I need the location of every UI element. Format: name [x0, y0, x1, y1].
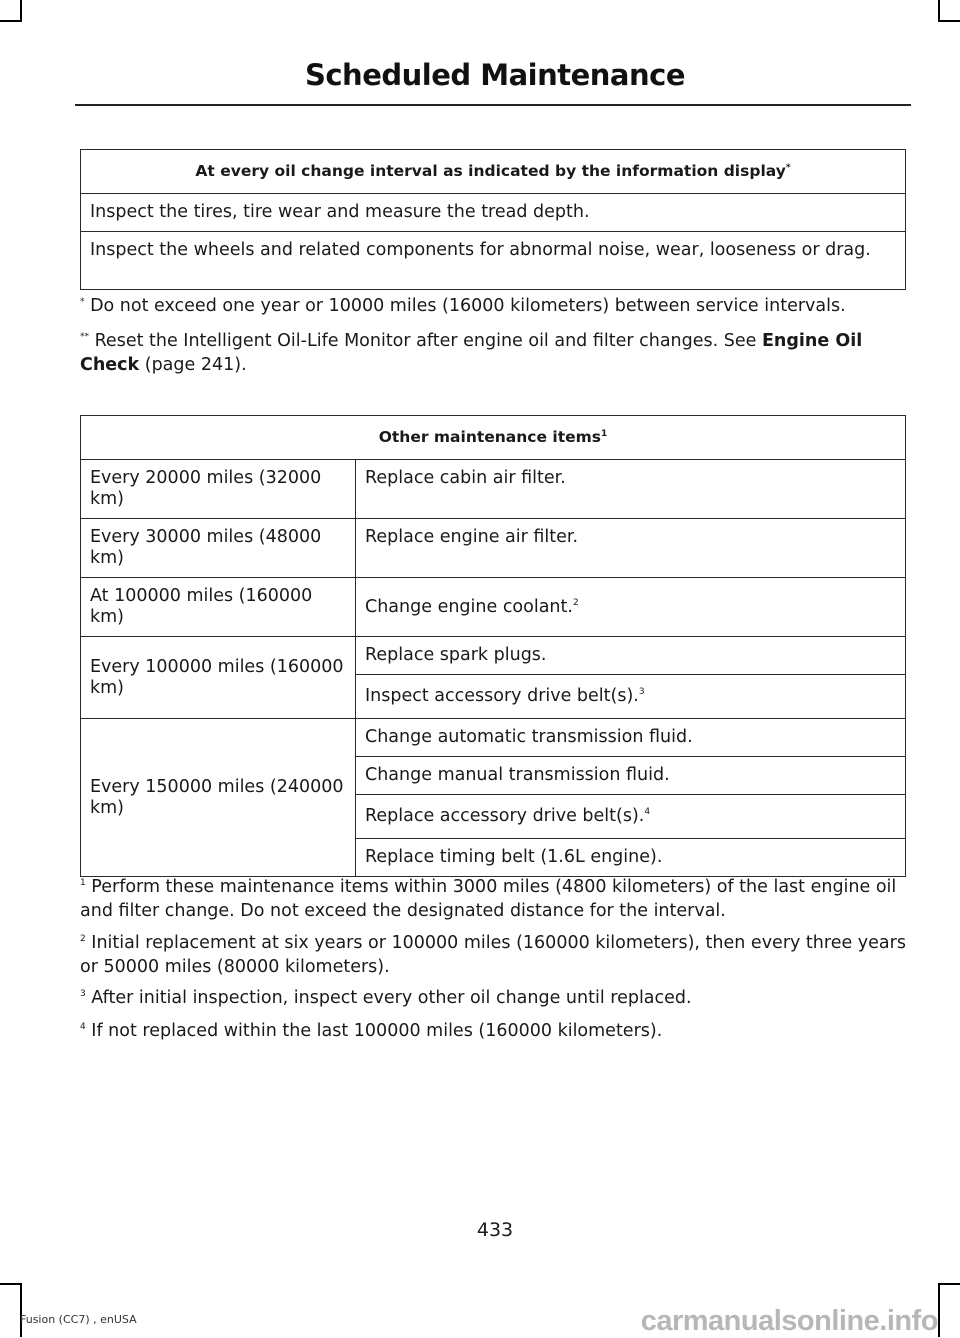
footnote-text: If not replaced within the last 100000 miles (160000 kilometers).: [85, 1021, 663, 1041]
interval-cell: Every 20000 miles (32000 km): [81, 460, 356, 519]
oil-table-heading: [81, 150, 906, 194]
oil-change-table: [80, 149, 906, 290]
task-cell: Change manual transmission fluid.: [356, 757, 906, 795]
task-cell: Replace timing belt (1.6L engine).: [356, 839, 906, 877]
note-text: Do not exceed one year or 10000 miles (16000 kilometers) between service intervals.: [84, 296, 846, 316]
task-cell: Change automatic transmission fluid.: [356, 719, 906, 757]
crop-mark: [938, 1283, 940, 1337]
footnote-mark: 3: [80, 989, 86, 1000]
other-maintenance-table: [80, 415, 906, 877]
footnote: [80, 986, 910, 1010]
interval-cell: Every 30000 miles (48000 km): [81, 519, 356, 578]
crop-mark: [938, 0, 940, 22]
footnote-mark: 4: [80, 1022, 86, 1033]
crop-mark: [938, 1283, 960, 1285]
task-cell: Inspect accessory drive belt(s).$^3$: [356, 675, 906, 719]
task-cell: Change engine coolant.$^2$: [356, 578, 906, 637]
interval-cell: Every 150000 miles (240000 km): [81, 719, 356, 877]
footnote-text: Initial replacement at six years or 100000 miles (160000 kilometers), then every three years or 50000 miles (80000 kilometers).: [80, 933, 906, 977]
crop-mark: [20, 0, 22, 22]
table-row: [81, 578, 906, 637]
page-number: 433: [476, 1219, 514, 1241]
interval-cell: Every 100000 miles (160000 km): [81, 637, 356, 719]
task-cell: Replace spark plugs.: [356, 637, 906, 675]
other-table-heading: [81, 416, 906, 460]
footnote-mark: 1: [601, 428, 608, 439]
oil-note-2: [80, 329, 910, 377]
table-row: Inspect the wheels and related components for abnormal noise, wear, looseness or drag.: [81, 232, 906, 290]
footnote-mark: 2: [80, 934, 86, 945]
crop-mark: [0, 1283, 22, 1285]
task-cell: Replace accessory drive belt(s).$^4$: [356, 795, 906, 839]
title-divider: [75, 104, 911, 106]
crop-mark: [20, 1283, 22, 1337]
table-row: [81, 637, 906, 675]
footnote-mark: *: [80, 297, 85, 308]
footer-text: Fusion (CC7) , enUSA: [20, 1313, 137, 1326]
note-text: Reset the Intelligent Oil-Life Monitor after engine oil and filter changes. See: [89, 331, 762, 351]
crop-mark: [0, 20, 22, 22]
footnote-text: After initial inspection, inspect every other oil change until replaced.: [85, 988, 692, 1008]
table-row: [81, 519, 906, 578]
interval-cell: At 100000 miles (160000 km): [81, 578, 356, 637]
task-cell: Replace engine air filter.: [356, 519, 906, 578]
footnote-mark: **: [80, 332, 89, 343]
table-row: Inspect the tires, tire wear and measure the tread depth.: [81, 194, 906, 232]
footnote-mark: 1: [80, 878, 86, 889]
note-text: (page 241).: [139, 355, 247, 375]
page-title: Scheduled Maintenance: [304, 58, 686, 92]
watermark: carmanualsonline.info: [640, 1305, 938, 1337]
footnote-mark: *: [785, 162, 791, 173]
crop-mark: [938, 20, 960, 22]
table-row: [81, 460, 906, 519]
footnote: [80, 1019, 910, 1043]
footnote: [80, 931, 910, 979]
oil-table-heading-text: At every oil change interval as indicated by the information display: [195, 162, 786, 180]
table-row: [81, 719, 906, 757]
footnote-text: Perform these maintenance items within 3000 miles (4800 kilometers) of the last engine oil and filter change. Do not exceed the designated distance for the interval.: [80, 877, 897, 921]
task-cell: Replace cabin air filter.: [356, 460, 906, 519]
footnote: [80, 875, 910, 923]
oil-note-1: [80, 294, 910, 318]
other-table-heading-text: Other maintenance items: [378, 428, 602, 446]
engine-oil-check-link[interactable]: Engine Oil Check: [80, 331, 863, 375]
